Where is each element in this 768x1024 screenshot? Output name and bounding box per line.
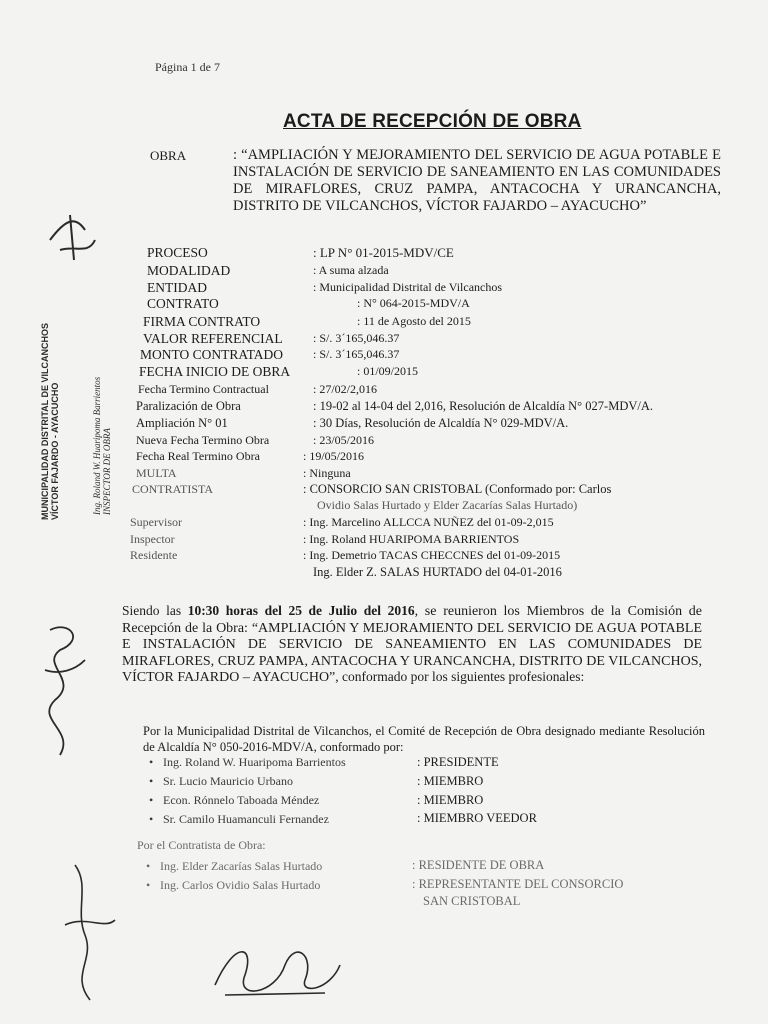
field-label: Inspector	[130, 532, 175, 546]
paragraph-end: , conformado por los siguientes profesionales:	[335, 669, 585, 685]
meeting-time: 10:30 horas del 25 de Julio del 2016	[187, 603, 415, 618]
committee-role: : MIEMBRO	[417, 793, 484, 807]
document-title: ACTA DE RECEPCIÓN DE OBRA	[283, 111, 582, 132]
contractor-role: : REPRESENTANTE DEL CONSORCIO	[412, 877, 624, 891]
signature-bottom-center	[205, 935, 345, 1005]
field-value: Ovidio Salas Hurtado y Elder Zacarías Salas Hurtado)	[317, 498, 578, 512]
field-label: CONTRATISTA	[132, 482, 214, 496]
field-value: : S/. 3´165,046.37	[313, 331, 400, 345]
field-value: : Ninguna	[303, 466, 351, 480]
page-number: Página 1 de 7	[155, 60, 220, 74]
field-value: : N° 064-2015-MDV/A	[357, 296, 470, 310]
field-value: : 01/09/2015	[357, 364, 419, 378]
paragraph-intro: Siendo las	[122, 603, 188, 618]
field-value: Ing. Elder Z. SALAS HURTADO del 04-01-2016	[313, 565, 562, 579]
field-label: Fecha Termino Contractual	[138, 382, 269, 396]
committee-intro: Por la Municipalidad Distrital de Vilcanchos, el Comité de Recepción de Obra designado mediante Resolución de Alcaldía N° 050-2016-MDV/A, conformado por:	[143, 724, 705, 754]
signature-margin-middle	[30, 610, 100, 760]
field-label: FIRMA CONTRATO	[143, 314, 261, 329]
field-value: : S/. 3´165,046.37	[313, 347, 400, 361]
committee-member: • Sr. Camilo Huamanculi Fernandez	[149, 812, 329, 826]
field-label: Supervisor	[130, 515, 182, 529]
field-value: : 30 Días, Resolución de Alcaldía N° 029-MDV/A.	[313, 416, 569, 430]
field-label: VALOR REFERENCIAL	[143, 331, 283, 346]
committee-role: : MIEMBRO VEEDOR	[417, 811, 537, 825]
field-value: : Ing. Roland HUARIPOMA BARRIENTOS	[303, 532, 520, 546]
field-value: : Ing. Demetrio TACAS CHECCNES del 01-09-2015	[303, 548, 561, 562]
field-label: MULTA	[136, 466, 177, 480]
field-label: MONTO CONTRATADO	[140, 347, 284, 362]
field-value: : CONSORCIO SAN CRISTOBAL (Conformado por: Carlos	[303, 482, 612, 496]
committee-role: : PRESIDENTE	[417, 755, 499, 769]
field-label: Ampliación N° 01	[136, 416, 228, 430]
field-value: : 19-02 al 14-04 del 2,016, Resolución de Alcaldía N° 027-MDV/A.	[313, 399, 654, 413]
signature-top-left	[40, 200, 100, 270]
field-label: MODALIDAD	[147, 263, 231, 278]
field-label: Residente	[130, 548, 178, 562]
contractor-member: • Ing. Elder Zacarías Salas Hurtado	[146, 859, 323, 873]
inspector-stamp: Ing. Roland W. Huaripoma Barrientos INSPECTOR DE OBRA	[92, 376, 112, 515]
field-value: : Municipalidad Distrital de Vilcanchos	[313, 280, 503, 294]
paragraph-body: , se reunieron los Miembros de la Comisión de Recepción de la Obra: “AMPLIACIÓN Y MEJORAMIENTO DEL SERVICIO DE AGUA POTABLE E INSTALACIÓN DE SERVICIO DE SANEAMIENTO EN LAS COMUNIDADES DE MIRAFLORES, CRUZ PAMPA, ANTACOCHA Y URANCANCHA, DISTRITO DE VILCANCHOS, VÍCTOR FAJARDO – AYACUCHO”	[122, 604, 703, 686]
committee-member: • Ing. Roland W. Huaripoma Barrientos	[149, 755, 346, 769]
obra-description: : “AMPLIACIÓN Y MEJORAMIENTO DEL SERVICIO DE AGUA POTABLE E INSTALACIÓN DE SERVICIO DE SANEAMIENTO EN LAS COMUNIDADES DE MIRAFLORES, CRUZ PAMPA, ANTACOCHA Y URANCANCHA, DISTRITO DE VILCANCHOS, VÍCTOR FAJARDO – AYACUCHO”	[233, 147, 721, 214]
field-value: : 19/05/2016	[303, 449, 365, 463]
field-value: : 11 de Agosto del 2015	[357, 314, 471, 328]
field-label: Paralización de Obra	[136, 399, 241, 413]
field-value: : 27/02/2,016	[313, 382, 378, 396]
field-label: Fecha Real Termino Obra	[136, 449, 260, 463]
meeting-paragraph	[122, 603, 702, 686]
committee-member: • Sr. Lucio Mauricio Urbano	[149, 774, 293, 788]
field-label: PROCESO	[147, 245, 208, 260]
field-value: : 23/05/2016	[313, 433, 375, 447]
field-value: : LP N° 01-2015-MDV/CE	[313, 245, 454, 260]
contractor-role: : RESIDENTE DE OBRA	[412, 858, 545, 872]
field-value: : Ing. Marcelino ALLCCA NUÑEZ del 01-09-2,015	[303, 515, 554, 529]
obra-label: OBRA	[150, 148, 187, 163]
municipal-stamp: MUNICIPALIDAD DISTRITAL DE VILCANCHOS VÍCTOR FAJARDO - AYACUCHO	[40, 323, 60, 520]
field-label: Nueva Fecha Termino Obra	[136, 433, 270, 447]
committee-member: • Econ. Rónnelo Taboada Méndez	[149, 793, 320, 807]
contractor-role-continued: SAN CRISTOBAL	[423, 894, 521, 908]
field-label: ENTIDAD	[147, 280, 207, 295]
field-label: CONTRATO	[147, 296, 219, 311]
field-label: FECHA INICIO DE OBRA	[139, 364, 291, 379]
field-value: : A suma alzada	[313, 263, 389, 277]
committee-role: : MIEMBRO	[417, 774, 484, 788]
contractor-member: • Ing. Carlos Ovidio Salas Hurtado	[146, 878, 321, 892]
contractor-intro: Por el Contratista de Obra:	[137, 838, 266, 852]
signature-margin-bottom	[55, 855, 125, 1005]
